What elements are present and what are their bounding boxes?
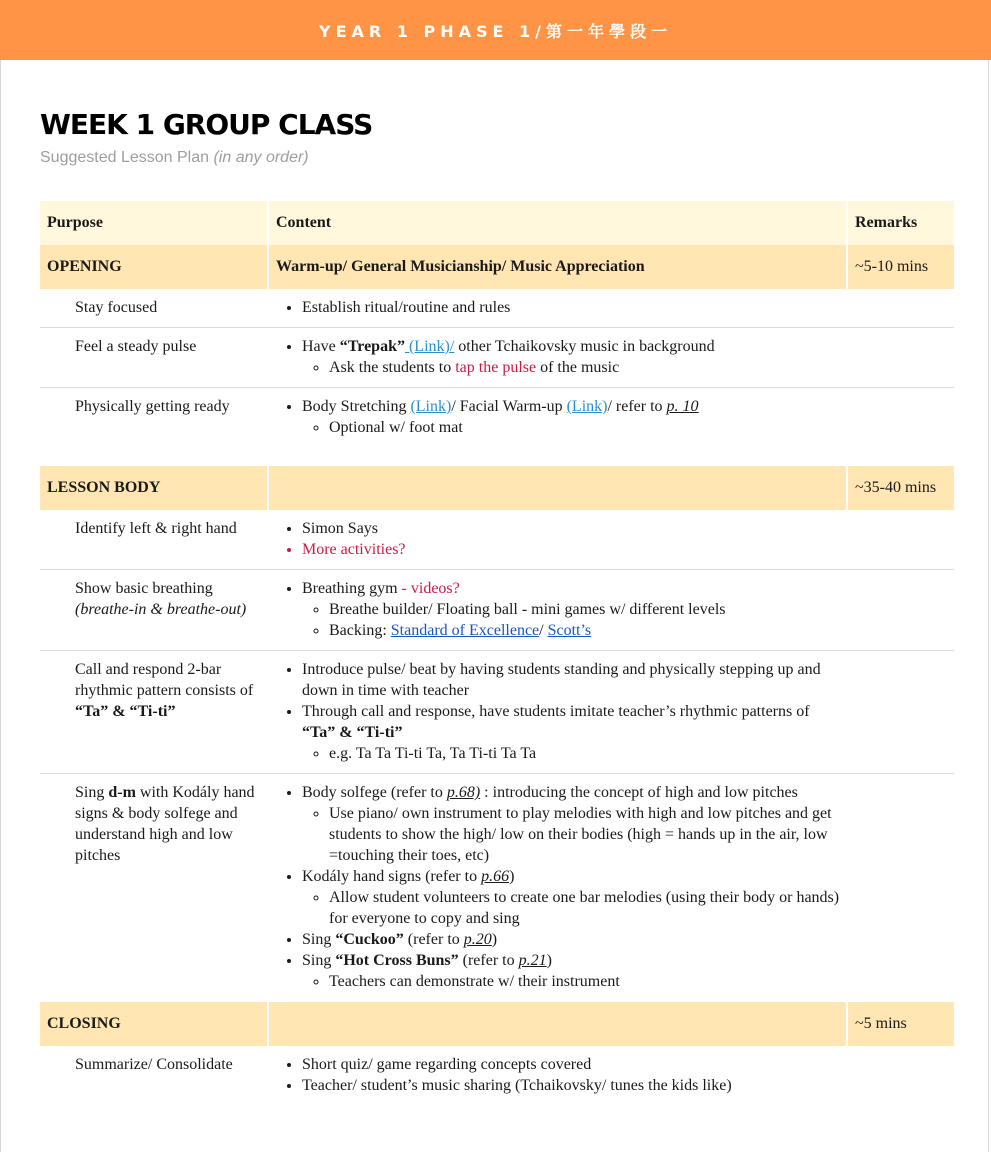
row-remarks — [847, 388, 954, 467]
list-item: • Short quiz/ game regarding concepts covered — [302, 1054, 840, 1075]
section-opening — [40, 245, 954, 289]
list-item: ◦ Allow student volunteers to create one bar melodies (using their body or hands) for everyone to copy and sing — [329, 887, 840, 929]
list-item: • More activities? — [302, 539, 840, 560]
row-remarks — [847, 651, 954, 774]
text: ) — [546, 952, 552, 969]
row-remarks — [847, 328, 954, 388]
song-title: “Hot Cross Buns” — [335, 952, 459, 969]
list-item: ◦ e.g. Ta Ta Ti-ti Ta, Ta Ti-ti Ta Ta — [329, 743, 840, 764]
list-item — [302, 866, 840, 929]
row-remarks — [847, 289, 954, 328]
text: Through call and response, have students imitate teacher’s rhythmic patterns of — [302, 703, 810, 720]
text: Ask the students to — [329, 359, 456, 376]
text: (refer to — [403, 931, 464, 948]
section-closing — [40, 1002, 954, 1046]
row-purpose: Identify left & right hand — [40, 510, 268, 570]
list-item: ◦ Optional w/ foot mat — [329, 417, 840, 438]
page-subtitle — [40, 149, 309, 167]
row-content — [268, 1046, 847, 1124]
table-header-row — [40, 201, 954, 245]
row-content — [268, 510, 847, 570]
text: Sing — [302, 931, 336, 948]
section-content — [268, 1002, 847, 1046]
subtitle-note: (in any order) — [213, 149, 309, 166]
text: / — [539, 622, 548, 639]
text: / refer to — [607, 398, 667, 415]
trepak-link[interactable]: (Link)/ — [404, 338, 455, 355]
section-content: Warm-up/ General Musicianship/ Music Appreciation — [268, 245, 847, 289]
row-purpose: Summarize/ Consolidate — [75, 1056, 233, 1073]
text: Backing: — [329, 622, 391, 639]
highlight-text: - videos? — [397, 580, 460, 597]
text: Call and respond 2-bar rhythmic pattern consists of — [75, 661, 254, 699]
page-reference: p.21 — [518, 952, 547, 969]
table-row — [40, 570, 954, 651]
text: of the music — [536, 359, 620, 376]
text: Breathing gym — [302, 580, 398, 597]
row-remarks — [847, 774, 954, 1003]
table-row — [40, 651, 954, 774]
section-remarks: ~5 mins — [847, 1002, 954, 1046]
header-remarks: Remarks — [847, 201, 954, 245]
row-content — [268, 651, 847, 774]
phase-banner — [0, 0, 991, 60]
highlight-text: tap the pulse — [455, 359, 537, 376]
song-title: “Cuckoo” — [335, 931, 404, 948]
list-item: ◦ Breathe builder/ Floating ball - mini games w/ different levels — [329, 599, 840, 620]
list-item — [302, 950, 840, 992]
section-name: CLOSING — [40, 1002, 268, 1046]
song-title: “Trepak” — [339, 338, 405, 355]
solfege-notes: d-m — [108, 784, 136, 801]
row-content — [268, 289, 847, 328]
table-row — [40, 328, 954, 388]
header-content: Content — [268, 201, 847, 245]
lesson-plan-table — [40, 201, 954, 1124]
row-remarks — [847, 510, 954, 570]
phase-banner-text: YEAR 1 PHASE 1/第一年學段一 — [319, 21, 672, 41]
stretching-link[interactable]: (Link) — [410, 398, 452, 415]
text: Body Stretching — [302, 398, 411, 415]
standard-of-excellence-link[interactable]: Standard of Excellence — [390, 622, 540, 639]
list-item — [302, 578, 840, 641]
header-purpose: Purpose — [40, 201, 268, 245]
subtitle-main: Suggested Lesson Plan — [40, 149, 214, 166]
facial-warmup-link[interactable]: (Link) — [566, 398, 608, 415]
text: other Tchaikovsky music in background — [454, 338, 715, 355]
row-purpose — [40, 570, 268, 651]
row-content — [268, 388, 847, 467]
text: ) — [491, 931, 498, 948]
section-lesson-body — [40, 466, 954, 510]
table-row — [40, 774, 954, 1003]
row-content — [268, 570, 847, 651]
text: / Facial Warm-up — [451, 398, 567, 415]
row-content — [268, 328, 847, 388]
list-item: • Teacher/ student’s music sharing (Tchaikovsky/ tunes the kids like) — [302, 1075, 840, 1096]
page-reference: p.20 — [463, 931, 492, 948]
row-remarks — [847, 570, 954, 651]
rhythm-names: “Ta” & “Ti-ti” — [75, 703, 176, 720]
page-title: WEEK 1 GROUP CLASS — [40, 108, 373, 141]
list-item — [302, 701, 840, 764]
list-item — [329, 620, 840, 641]
row-remarks — [847, 1046, 954, 1124]
section-remarks: ~5-10 mins — [847, 245, 954, 289]
row-purpose: Stay focused — [40, 289, 268, 328]
section-remarks: ~35-40 mins — [847, 466, 954, 510]
list-item — [302, 929, 840, 950]
text: (refer to — [458, 952, 519, 969]
text: Body solfege (refer to — [302, 784, 447, 801]
row-purpose: Feel a steady pulse — [40, 328, 268, 388]
purpose-note: (breathe-in & breathe-out) — [75, 601, 247, 618]
text: Show basic breathing — [75, 580, 213, 597]
page-reference: p. 10 — [666, 398, 699, 415]
list-item: ◦ Teachers can demonstrate w/ their instrument — [329, 971, 840, 992]
list-item — [302, 782, 840, 866]
row-purpose: Physically getting ready — [75, 398, 230, 415]
section-name: LESSON BODY — [40, 466, 268, 510]
page-reference: p.66 — [481, 868, 510, 885]
list-item — [302, 336, 840, 378]
section-content — [268, 466, 847, 510]
list-item: • Introduce pulse/ beat by having students standing and physically stepping up and down in time with teacher — [302, 659, 840, 701]
scotts-link[interactable]: Scott’s — [547, 622, 592, 639]
list-item: • Establish ritual/routine and rules — [302, 297, 840, 318]
list-item — [302, 396, 840, 438]
table-row — [40, 510, 954, 570]
page-reference: p.68) — [446, 784, 481, 801]
row-purpose — [40, 651, 268, 774]
list-item: ◦ Use piano/ own instrument to play melodies with high and low pitches and get students to show the high/ low on their bodies (high = hands up in the air, low =touching their toes, etc) — [329, 803, 840, 866]
rhythm-names: “Ta” & “Ti-ti” — [302, 724, 403, 741]
text: with Kodály hand signs & body solfege and understand high and low pitches — [75, 784, 255, 864]
text: Have — [302, 338, 340, 355]
text: Kodály hand signs (refer to — [302, 868, 482, 885]
text: ) — [509, 868, 515, 885]
table-row — [40, 289, 954, 328]
text: Sing — [302, 952, 336, 969]
list-item: • Simon Says — [302, 518, 840, 539]
row-content — [268, 774, 847, 1003]
table-row — [40, 1046, 954, 1124]
text: : introducing the concept of high and low pitches — [480, 784, 798, 801]
text: Sing — [75, 784, 109, 801]
table-row — [40, 388, 954, 467]
section-name: OPENING — [40, 245, 268, 289]
row-purpose — [40, 774, 268, 1003]
list-item — [329, 357, 840, 378]
